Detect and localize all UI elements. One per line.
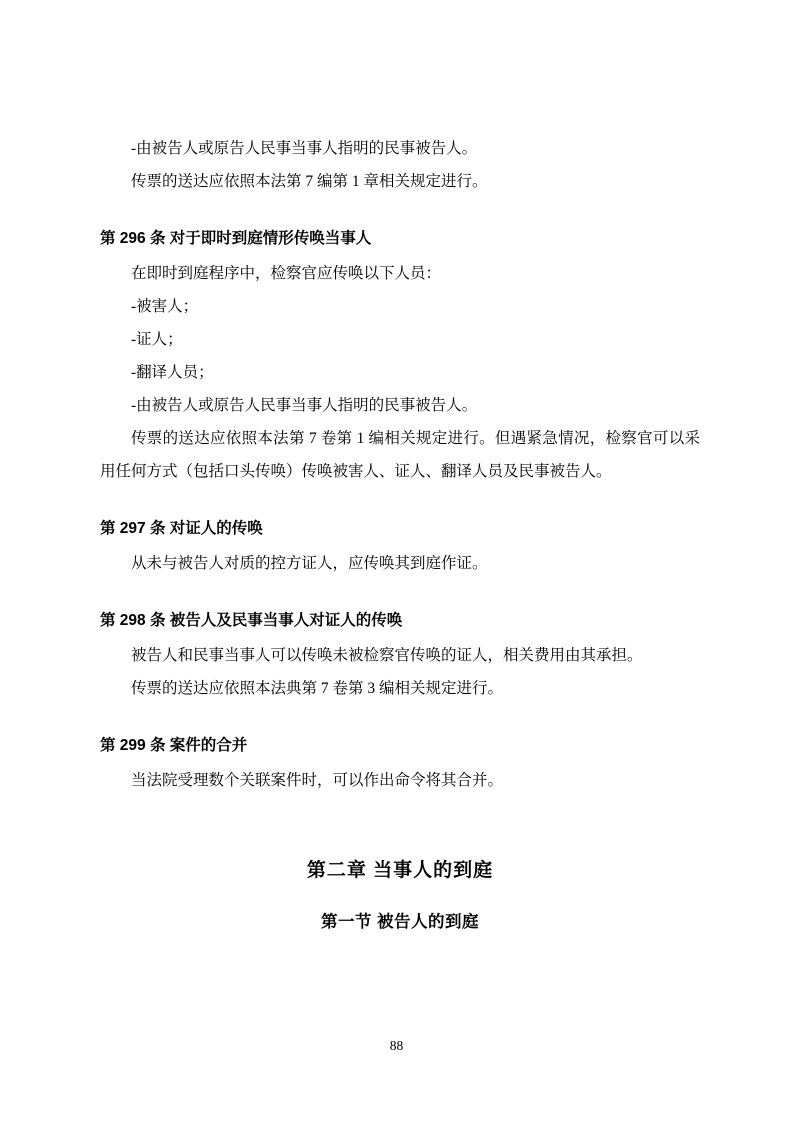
chapter-title: 第二章 当事人的到庭: [306, 860, 494, 881]
list-item: -由被告人或原告人民事当事人指明的民事被告人。: [131, 140, 478, 157]
paragraph: 传票的送达应依照本法第 7 卷第 1 编相关规定进行。但遇紧急情况，检察官可以采用任何方式（包括口头传唤）传唤被害人、证人、翻译人员及民事被告人。: [100, 430, 700, 480]
paragraph: 传票的送达应依照本法典第 7 卷第 3 编相关规定进行。: [131, 680, 504, 697]
paragraph: 当法院受理数个关联案件时，可以作出命令将其合并。: [131, 772, 504, 789]
document-body: [100, 132, 700, 932]
section-title-block: [100, 908, 700, 932]
article-heading-296: 第 296 条 对于即时到庭情形传唤当事人: [100, 230, 372, 247]
list-item: -翻译人员；: [131, 364, 214, 381]
page-number: 88: [389, 1038, 404, 1053]
paragraph: 在即时到庭程序中，检察官应传唤以下人员：: [131, 265, 442, 282]
list-item: -证人；: [131, 331, 183, 348]
article-heading-298: 第 298 条 被告人及民事当事人对证人的传唤: [100, 612, 403, 629]
paragraph: 被告人和民事当事人可以传唤未被检察官传唤的证人，相关费用由其承担。: [131, 647, 643, 664]
section-title: 第一节 被告人的到庭: [320, 913, 480, 931]
paragraph: 传票的送达应依照本法第 7 编第 1 章相关规定进行。: [131, 173, 488, 190]
article-heading-297: 第 297 条 对证人的传唤: [100, 520, 263, 537]
list-item: -由被告人或原告人民事当事人指明的民事被告人。: [131, 397, 478, 414]
list-item: -被害人；: [131, 298, 199, 315]
chapter-title-block: [100, 855, 700, 882]
article-heading-299: 第 299 条 案件的合并: [100, 737, 248, 754]
paragraph: 从未与被告人对质的控方证人，应传唤其到庭作证。: [131, 555, 488, 572]
